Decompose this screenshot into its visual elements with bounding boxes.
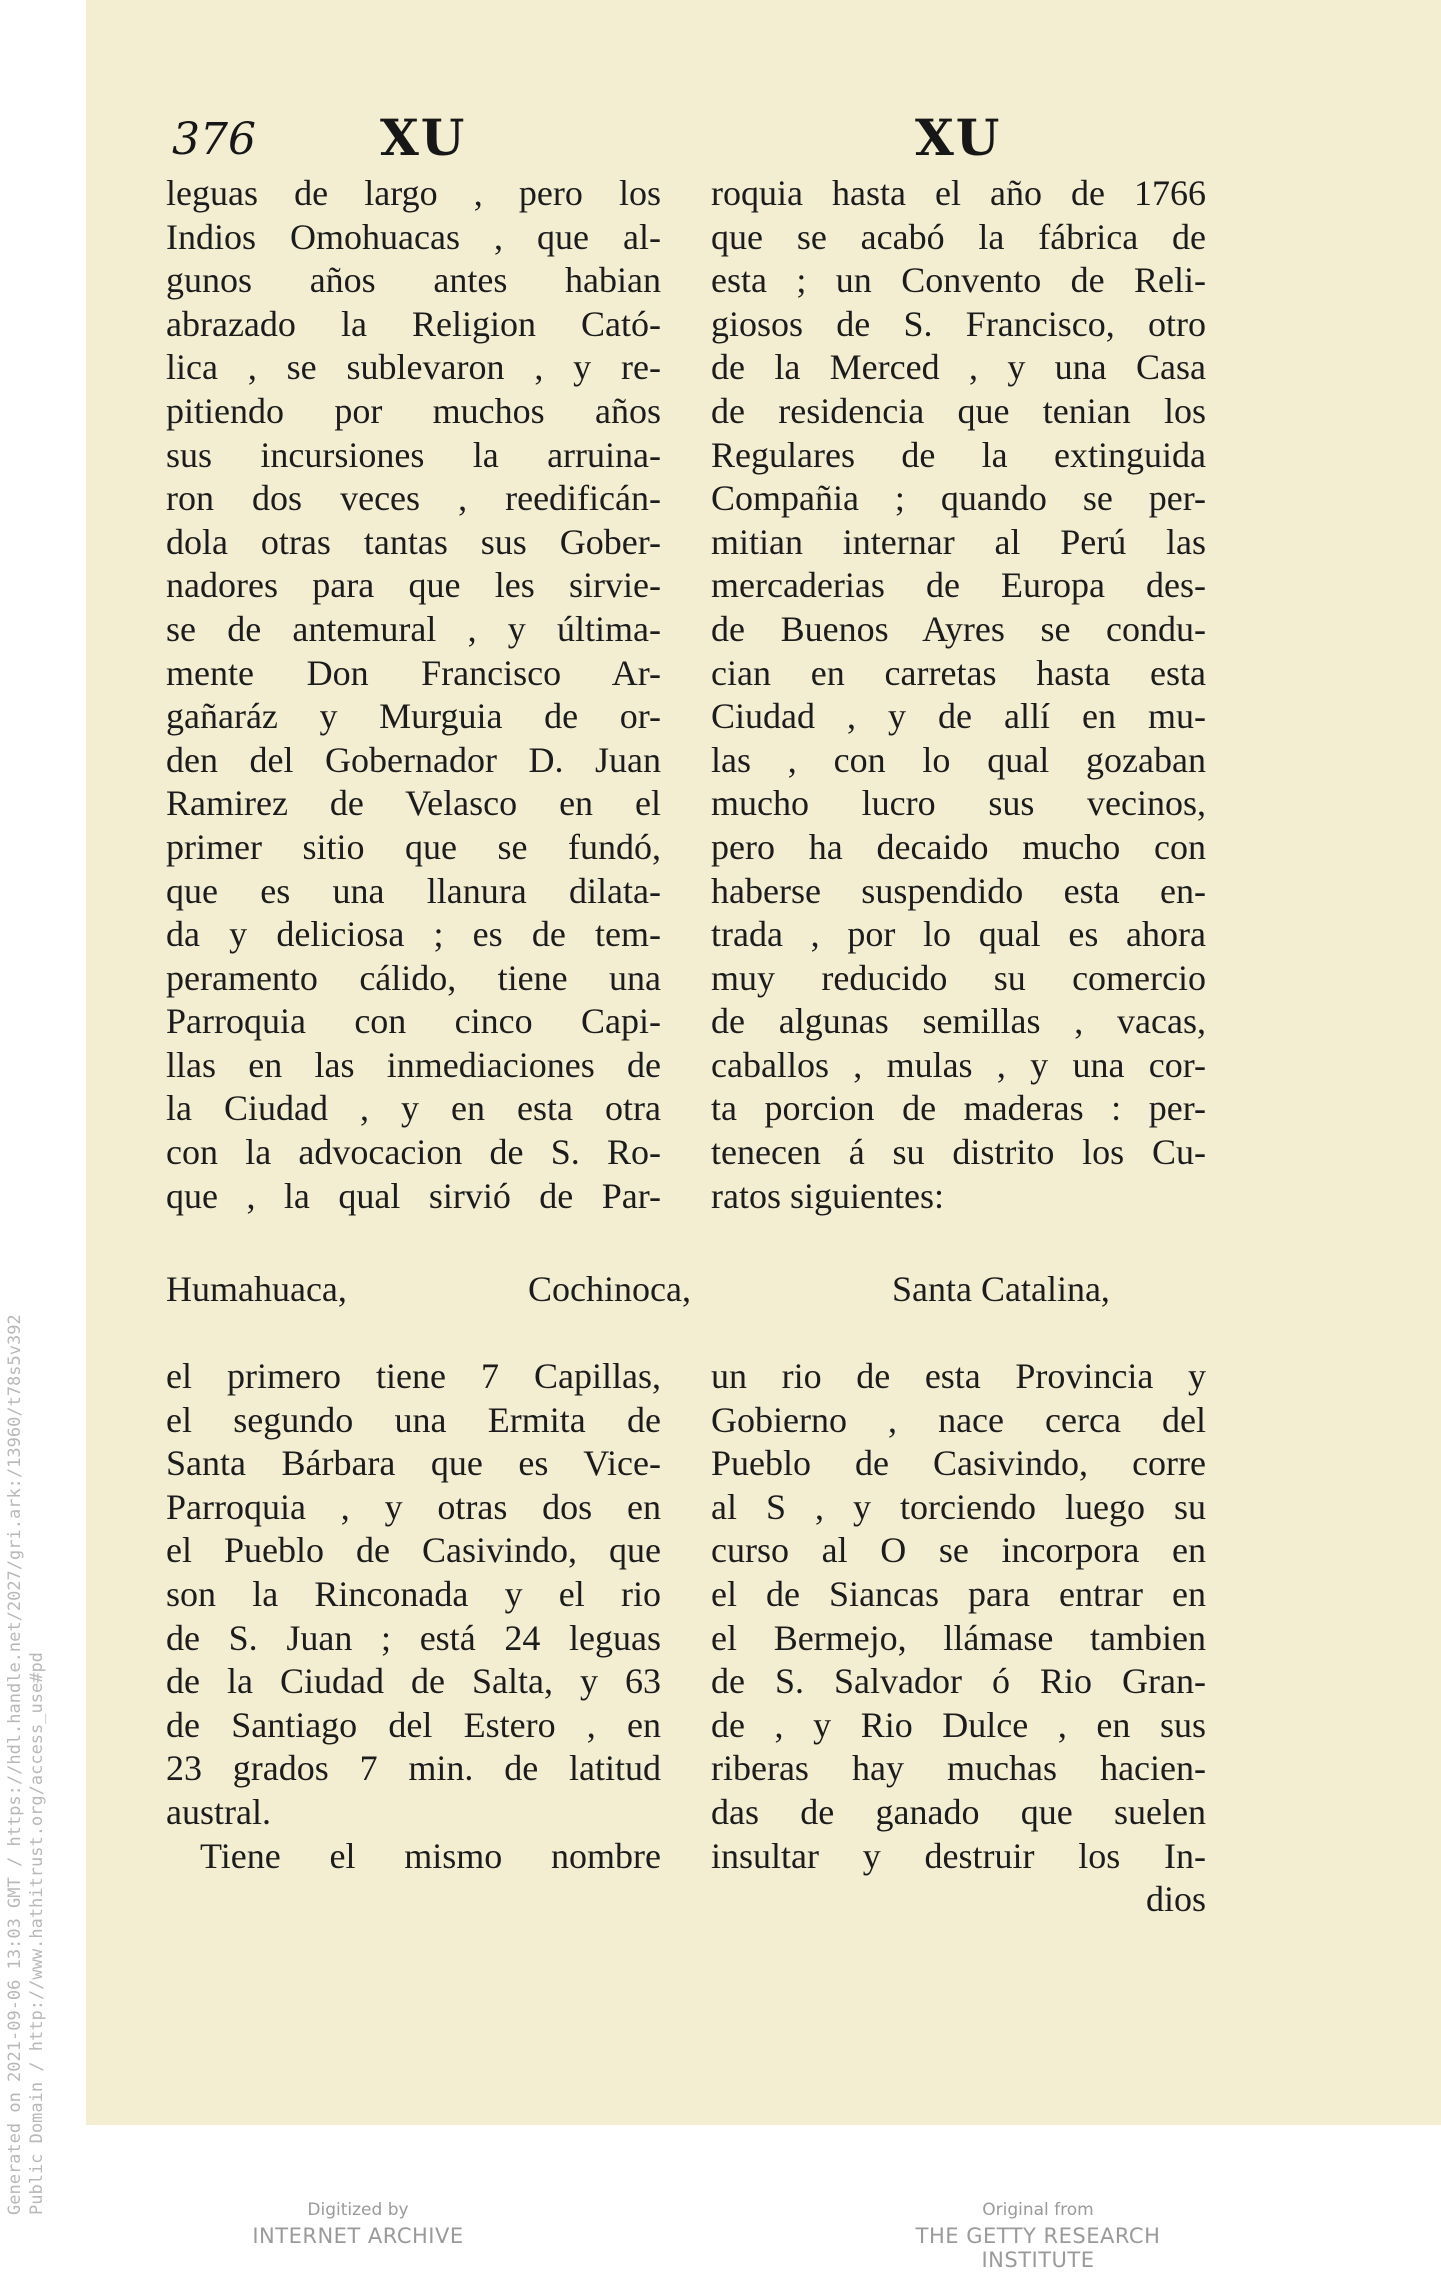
- text-line: llas en las inmediaciones de: [166, 1044, 661, 1085]
- text-line: mucho lucro sus vecinos,: [711, 783, 1206, 824]
- text-line: ron dos veces , reedificán-: [166, 478, 661, 519]
- text-line: que es una llanura dilata-: [166, 870, 661, 911]
- text-line: primer sitio que se fundó,: [166, 826, 661, 867]
- text-line: 23 grados 7 min. de latitud: [166, 1748, 661, 1789]
- text-line: Pueblo de Casivindo, corre: [711, 1443, 1206, 1484]
- text-line: las , con lo qual gozaban: [711, 739, 1206, 780]
- text-line: de Buenos Ayres se condu-: [711, 608, 1206, 649]
- text-line: nadores para que les sirvie-: [166, 565, 661, 606]
- text-line: dios: [1145, 1879, 1206, 1920]
- text-line: un rio de esta Provincia y: [711, 1356, 1206, 1396]
- text-line: Gobierno , nace cerca del: [711, 1399, 1206, 1440]
- text-line: curso al O se incorpora en: [711, 1530, 1206, 1571]
- text-line: da y deliciosa ; es de tem-: [166, 914, 661, 955]
- text-line: pero ha decaido mucho con: [711, 826, 1206, 867]
- running-head-left: XU: [380, 108, 467, 167]
- column-top-left: [166, 172, 661, 1218]
- text-line: el de Siancas para entrar en: [711, 1573, 1206, 1614]
- digitized-by-label: Digitized by: [307, 2200, 409, 2220]
- text-line: tenecen á su distrito los Cu-: [711, 1132, 1206, 1173]
- text-line: ta porcion de maderas : per-: [711, 1088, 1206, 1129]
- text-line: esta ; un Convento de Reli-: [711, 260, 1206, 301]
- text-line: de S. Salvador ó Rio Gran-: [711, 1661, 1206, 1702]
- text-line: que se acabó la fábrica de: [711, 216, 1206, 257]
- text-line: Compañia ; quando se per-: [711, 478, 1206, 519]
- text-line: Parroquia , y otras dos en: [166, 1486, 661, 1527]
- text-line: gunos años antes habian: [166, 260, 661, 301]
- text-line: mitian internar al Perú las: [711, 521, 1206, 562]
- text-line: el Pueblo de Casivindo, que: [166, 1530, 661, 1571]
- text-line: de S. Juan ; está 24 leguas: [166, 1617, 661, 1658]
- text-line: muy reducido su comercio: [711, 957, 1206, 998]
- text-line: ratos siguientes:: [711, 1175, 944, 1216]
- text-line: sus incursiones la arruina-: [166, 434, 661, 475]
- watermark-line: Public Domain / http://www.hathitrust.org/access_use#pd: [27, 1652, 47, 2215]
- text-line: haberse suspendido esta en-: [711, 870, 1206, 911]
- text-line: al S , y torciendo luego su: [711, 1486, 1206, 1527]
- text-line: riberas hay muchas hacien-: [711, 1748, 1206, 1789]
- text-line: el Bermejo, llámase tambien: [711, 1617, 1206, 1658]
- curato-item: Humahuaca,: [166, 1269, 347, 1309]
- text-line: de algunas semillas , vacas,: [711, 1001, 1206, 1042]
- text-line: pitiendo por muchos años: [166, 390, 661, 431]
- text-line: gañaráz y Murguia de or-: [166, 696, 661, 737]
- column-bottom-left: [166, 1355, 661, 1878]
- text-line: que , la qual sirvió de Par-: [166, 1175, 661, 1216]
- text-line: Parroquia con cinco Capi-: [166, 1001, 661, 1042]
- page-number: 376: [172, 114, 256, 165]
- text-line: trada , por lo qual es ahora: [711, 914, 1206, 955]
- text-line: austral.: [166, 1791, 271, 1832]
- hathitrust-watermark: [4, 1314, 48, 2215]
- text-line: son la Rinconada y el rio: [166, 1573, 661, 1614]
- text-line: Santa Bárbara que es Vice-: [166, 1443, 661, 1484]
- text-line: Indios Omohuacas , que al-: [166, 216, 661, 257]
- text-line: la Ciudad , y en esta otra: [166, 1088, 661, 1129]
- text-line: el segundo una Ermita de: [166, 1399, 661, 1440]
- text-line: se de antemural , y última-: [166, 608, 661, 649]
- digitizer-name: INTERNET ARCHIVE: [252, 2224, 464, 2248]
- text-line: Ciudad , y de allí en mu-: [711, 696, 1206, 737]
- text-line: abrazado la Religion Cató-: [166, 303, 661, 344]
- text-line: caballos , mulas , y una cor-: [711, 1044, 1206, 1085]
- text-line: den del Gobernador D. Juan: [166, 739, 661, 780]
- text-line: leguas de largo , pero los: [166, 173, 661, 213]
- text-line: mercaderias de Europa des-: [711, 565, 1206, 606]
- text-line: cian en carretas hasta esta: [711, 652, 1206, 693]
- text-line: dola otras tantas sus Gober-: [166, 521, 661, 562]
- text-line: Ramirez de Velasco en el: [166, 783, 661, 824]
- curato-item: Santa Catalina,: [892, 1269, 1110, 1309]
- page-header: [0, 108, 1441, 178]
- text-line: de , y Rio Dulce , en sus: [711, 1704, 1206, 1745]
- text-line: de Santiago del Estero , en: [166, 1704, 661, 1745]
- digitized-by: [238, 2200, 478, 2248]
- text-line: con la advocacion de S. Ro-: [166, 1132, 661, 1173]
- watermark-line: Generated on 2021-09-06 13:03 GMT / https://hdl.handle.net/2027/gri.ark:/13960/t78s5v392: [5, 1314, 25, 2215]
- text-line: de la Merced , y una Casa: [711, 347, 1206, 388]
- original-from: [878, 2200, 1198, 2272]
- original-from-label: Original from: [982, 2200, 1094, 2220]
- text-line: peramento cálido, tiene una: [166, 957, 661, 998]
- text-line: Tiene el mismo nombre: [200, 1835, 661, 1876]
- text-line: roquia hasta el año de 1766: [711, 173, 1206, 213]
- column-top-right: [711, 172, 1206, 1218]
- text-line: Regulares de la extinguida: [711, 434, 1206, 475]
- text-line: insultar y destruir los In-: [711, 1835, 1206, 1876]
- source-institution: THE GETTY RESEARCH INSTITUTE: [915, 2224, 1161, 2272]
- text-line: lica , se sublevaron , y re-: [166, 347, 661, 388]
- text-line: mente Don Francisco Ar-: [166, 652, 661, 693]
- text-line: giosos de S. Francisco, otro: [711, 303, 1206, 344]
- text-line: das de ganado que suelen: [711, 1791, 1206, 1832]
- text-line: de la Ciudad de Salta, y 63: [166, 1661, 661, 1702]
- text-line: de residencia que tenian los: [711, 390, 1206, 431]
- running-head-right: XU: [915, 108, 1002, 167]
- text-line: el primero tiene 7 Capillas,: [166, 1356, 661, 1396]
- column-bottom-right: [711, 1355, 1206, 1922]
- curato-item: Cochinoca,: [528, 1269, 691, 1309]
